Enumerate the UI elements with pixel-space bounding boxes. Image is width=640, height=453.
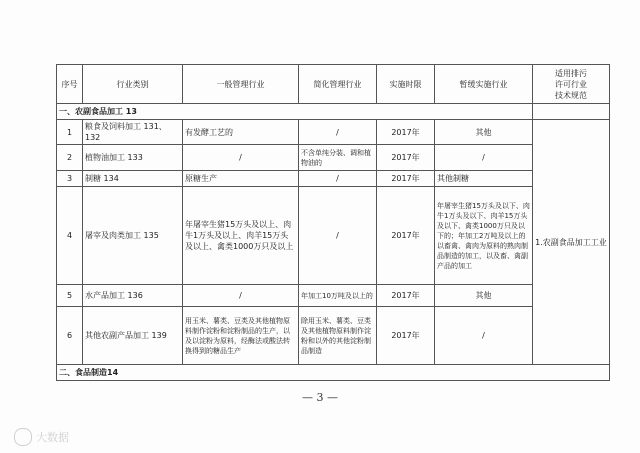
cell-simplified: /: [299, 187, 377, 285]
table-row: [57, 285, 610, 307]
cell-timeline: 2017年: [377, 307, 435, 365]
cell-simplified: 不含单纯分装、调和植物油的: [299, 145, 377, 171]
header-timeline: 实施时限: [377, 65, 435, 104]
cell-deferred: 其他制糖: [435, 171, 533, 187]
section-title: 二、食品制造14: [57, 365, 610, 381]
cell-deferred: /: [435, 145, 533, 171]
cell-timeline: 2017年: [377, 145, 435, 171]
cell-general: 用玉米、薯类、豆类及其他植物原料制作淀粉和淀粉制品的生产，以及以淀粉为原料，经酶法或酸法转换得到的糖品生产: [183, 307, 299, 365]
table-row: [57, 307, 610, 365]
cell-general: /: [183, 285, 299, 307]
cell-deferred: 年屠宰生猪15万头及以下、肉牛1万头及以下、肉羊15万头及以下、禽类1000万只及以下的；年加工2万吨及以上的以畜禽、禽肉为原料的熟肉制品制造的加工，以及畜、禽副产品的加工: [435, 187, 533, 285]
cell-category: 制糖 134: [83, 171, 183, 187]
cell-timeline: 2017年: [377, 120, 435, 145]
section-row: [57, 365, 610, 381]
table-row: [57, 171, 610, 187]
table-row: [57, 120, 610, 145]
header-deferred: 暂缓实施行业: [435, 65, 533, 104]
cell-simplified: 年加工10万吨及以上的: [299, 285, 377, 307]
header-spec: 适用排污 许可行业 技术规范: [533, 65, 610, 104]
cell-seq: 1: [57, 120, 83, 145]
header-seq: 序号: [57, 65, 83, 104]
cell-deferred: /: [435, 307, 533, 365]
cell-simplified: /: [299, 171, 377, 187]
header-general: 一般管理行业: [183, 65, 299, 104]
table-row: [57, 187, 610, 285]
cell-category: 其他农副产品加工 139: [83, 307, 183, 365]
section-row: [57, 104, 610, 120]
cell-category: 粮食及饲料加工 131、132: [83, 120, 183, 145]
cell-seq: 4: [57, 187, 83, 285]
cell-category: 水产品加工 136: [83, 285, 183, 307]
cell-category: 屠宰及肉类加工 135: [83, 187, 183, 285]
cell-spec: 1.农副食品加工工业: [533, 120, 610, 365]
cell-seq: 6: [57, 307, 83, 365]
cell-simplified: /: [299, 120, 377, 145]
cell-seq: 2: [57, 145, 83, 171]
industry-table: [56, 64, 610, 381]
cell-deferred: 其他: [435, 285, 533, 307]
header-category: 行业类别: [83, 65, 183, 104]
cell-timeline: 2017年: [377, 187, 435, 285]
cell-general: 年屠宰生猪15万头及以上、肉牛1万头及以上、肉羊15万头及以上、禽类1000万只及以上: [183, 187, 299, 285]
cell-seq: 3: [57, 171, 83, 187]
cell-general: 有发酵工艺的: [183, 120, 299, 145]
watermark-logo-icon: [14, 428, 32, 446]
header-simplified: 简化管理行业: [299, 65, 377, 104]
watermark-text: 大数据: [36, 431, 69, 444]
cell-timeline: 2017年: [377, 171, 435, 187]
cell-seq: 5: [57, 285, 83, 307]
table-row: [57, 145, 610, 171]
cell-general: /: [183, 145, 299, 171]
cell-timeline: 2017年: [377, 285, 435, 307]
cell-category: 植物油加工 133: [83, 145, 183, 171]
section-title: 一、农副食品加工 13: [57, 104, 533, 120]
cell-general: 原糖生产: [183, 171, 299, 187]
cell-simplified: 除用玉米、薯类、豆类及其他植物原料制作淀粉和以外的其他淀粉制品制造: [299, 307, 377, 365]
watermark: [14, 428, 69, 446]
cell-deferred: 其他: [435, 120, 533, 145]
spec-empty-cell: [533, 104, 610, 120]
table-header-row: [57, 65, 610, 104]
page-number: — 3 —: [302, 391, 338, 404]
